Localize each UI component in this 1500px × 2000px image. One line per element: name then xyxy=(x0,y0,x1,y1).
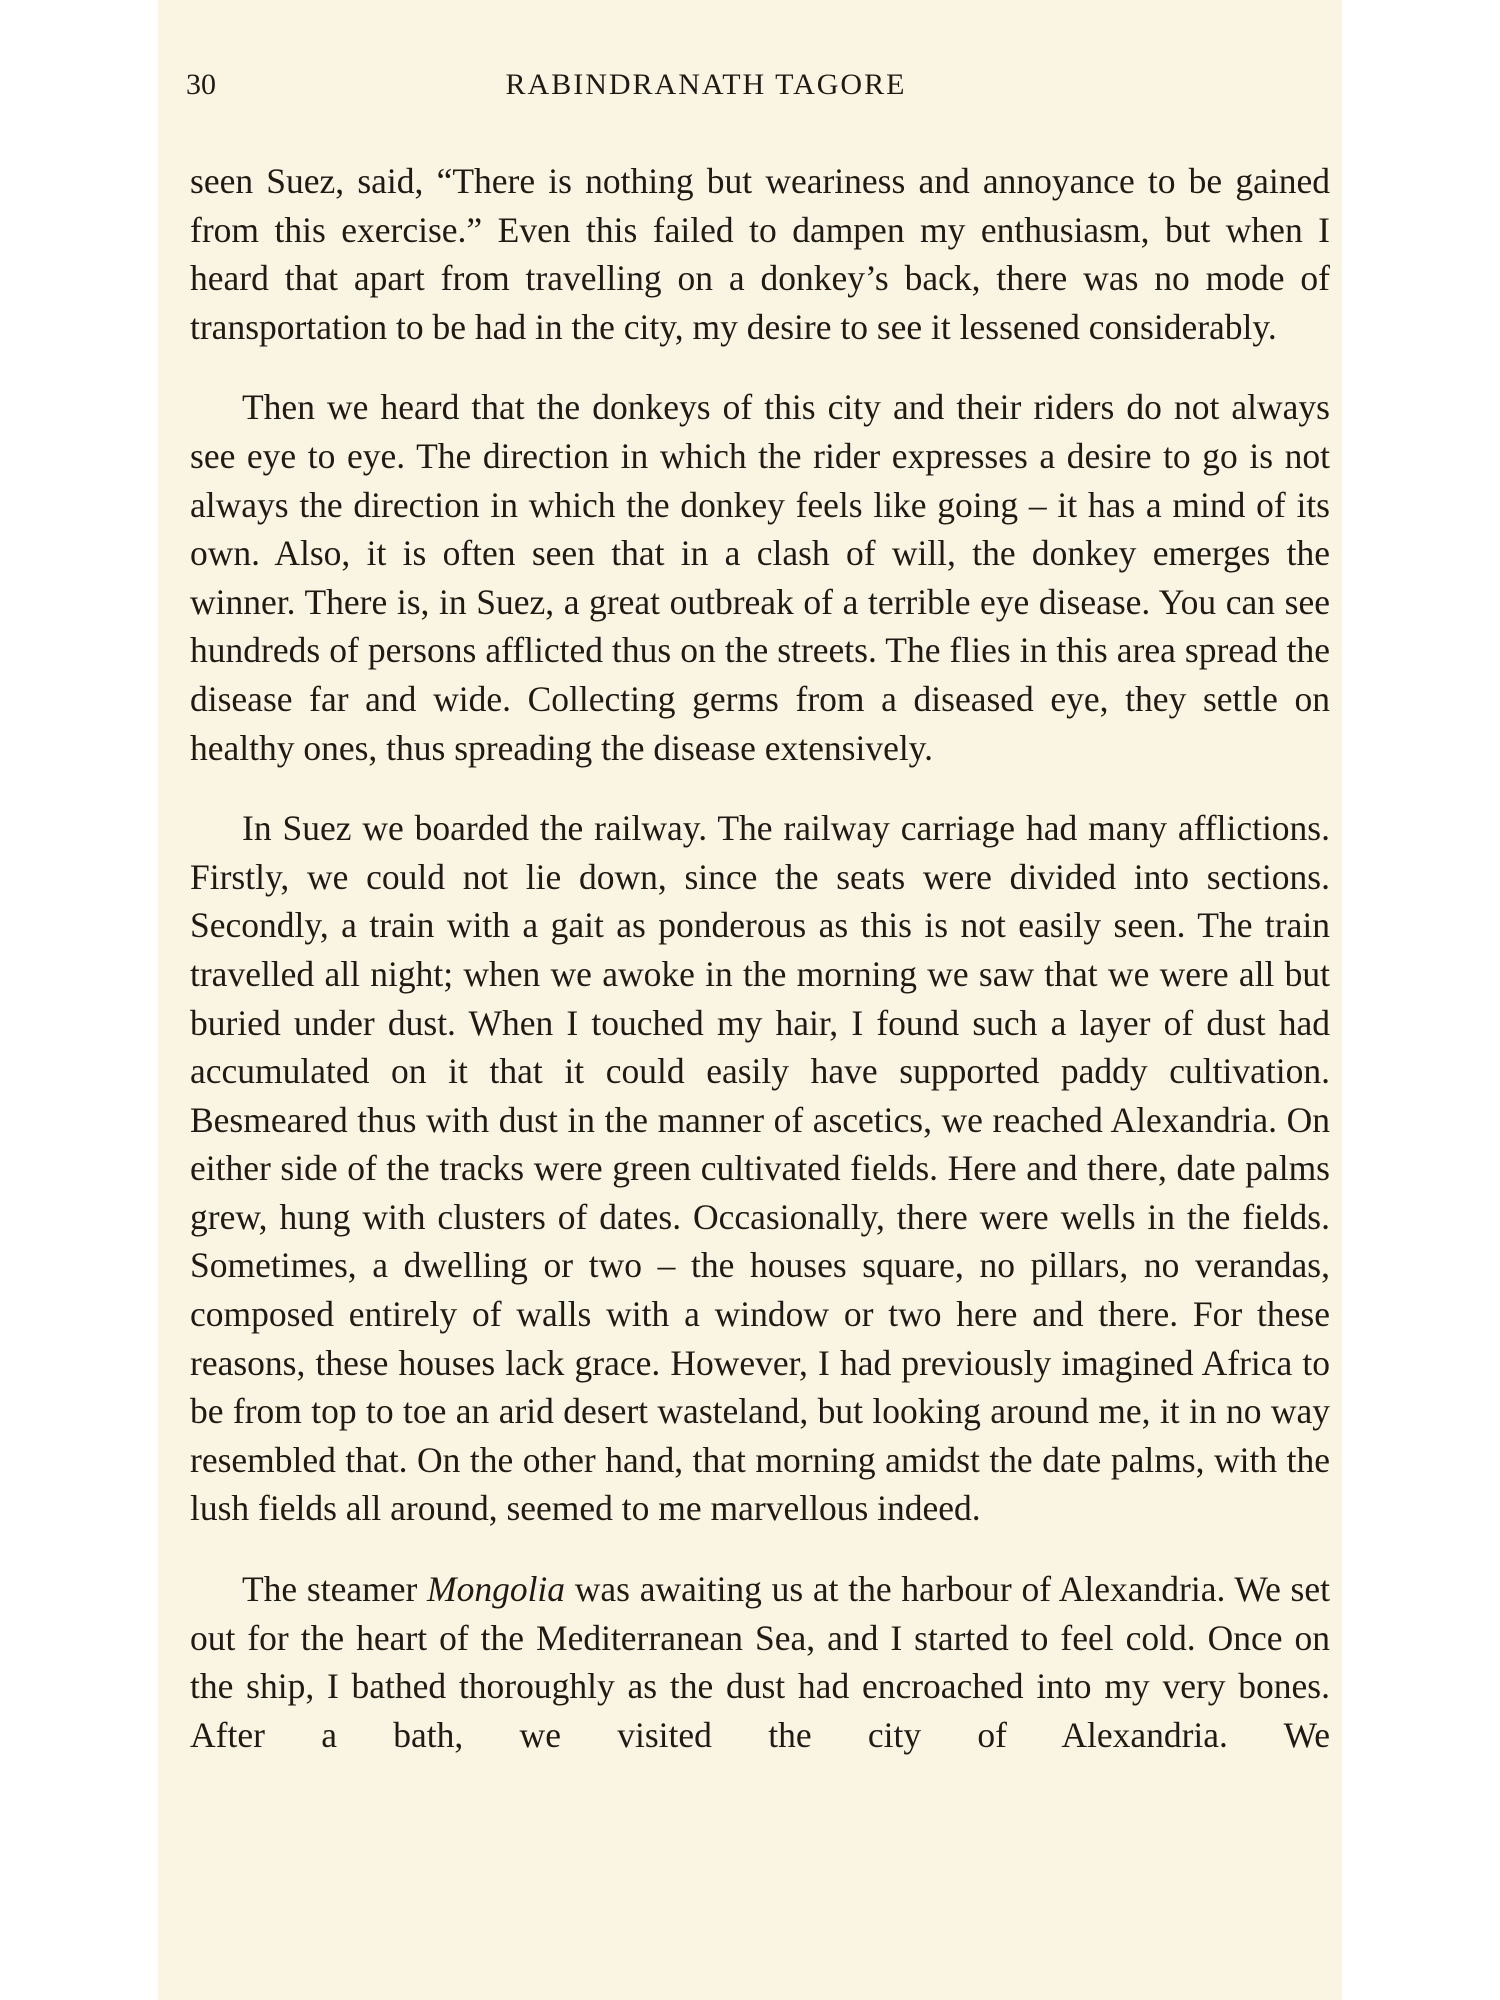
paragraph-4-text-before: The steamer xyxy=(242,1569,427,1610)
paragraph-1: seen Suez, said, “There is nothing but weariness and annoyance to be gained from this exercise.” Even this failed to dampen my enthusiasm, but when I heard that apart from travelling on a donkey’s back, there was no mode of transportation to be had in the city, my desire to see it lessened considerably. xyxy=(190,161,1330,347)
paragraph-4 xyxy=(190,1565,1330,1759)
book-page xyxy=(158,0,1342,2000)
running-title: RABINDRANATH TAGORE xyxy=(505,68,907,101)
page-number: 30 xyxy=(186,68,216,101)
ship-name: Mongolia xyxy=(427,1569,566,1610)
paragraph-4-text-after: was awaiting us at the harbour of Alexandria. We set out for the heart of the Mediterranean Sea, and I started to feel cold. Once on the ship, I bathed thoroughly as the dust had encroached into my very bones. After a bath, we visited the city of Alexandria. We xyxy=(190,1569,1330,1755)
body-text xyxy=(190,157,1330,1791)
page-header xyxy=(186,68,1226,108)
paragraph-2: Then we heard that the donkeys of this city and their riders do not always see eye to eye. The direction in which the rider expresses a desire to go is not always the direction in which the donkey feels like going – it has a mind of its own. Also, it is often seen that in a clash of will, the donkey emerges the winner. There is, in Suez, a great outbreak of a terrible eye disease. You can see hundreds of persons afflicted thus on the streets. The flies in this area spread the disease far and wide. Collecting germs from a diseased eye, they settle on healthy ones, thus spreading the disease extensively. xyxy=(190,387,1330,768)
paragraph-3: In Suez we boarded the railway. The railway carriage had many afflictions. Firstly, we could not lie down, since the seats were divided into sections. Secondly, a train with a gait as ponderous as this is not easily seen. The train travelled all night; when we awoke in the morning we saw that we were all but buried under dust. When I touched my hair, I found such a layer of dust had accumulated on it that it could easily have supported paddy cultivation. Besmeared thus with dust in the manner of ascetics, we reached Alexandria. On either side of the tracks were green cultivated fields. Here and there, date palms grew, hung with clusters of dates. Occasionally, there were wells in the fields. Sometimes, a dwelling or two – the houses square, no pillars, no verandas, composed entirely of walls with a window or two here and there. For these reasons, these houses lack grace. However, I had previously imagined Africa to be from top to toe an arid desert wasteland, but looking around me, it in no way resembled that. On the other hand, that morning amidst the date palms, with the lush fields all around, seemed to me marvellous indeed. xyxy=(190,808,1330,1529)
